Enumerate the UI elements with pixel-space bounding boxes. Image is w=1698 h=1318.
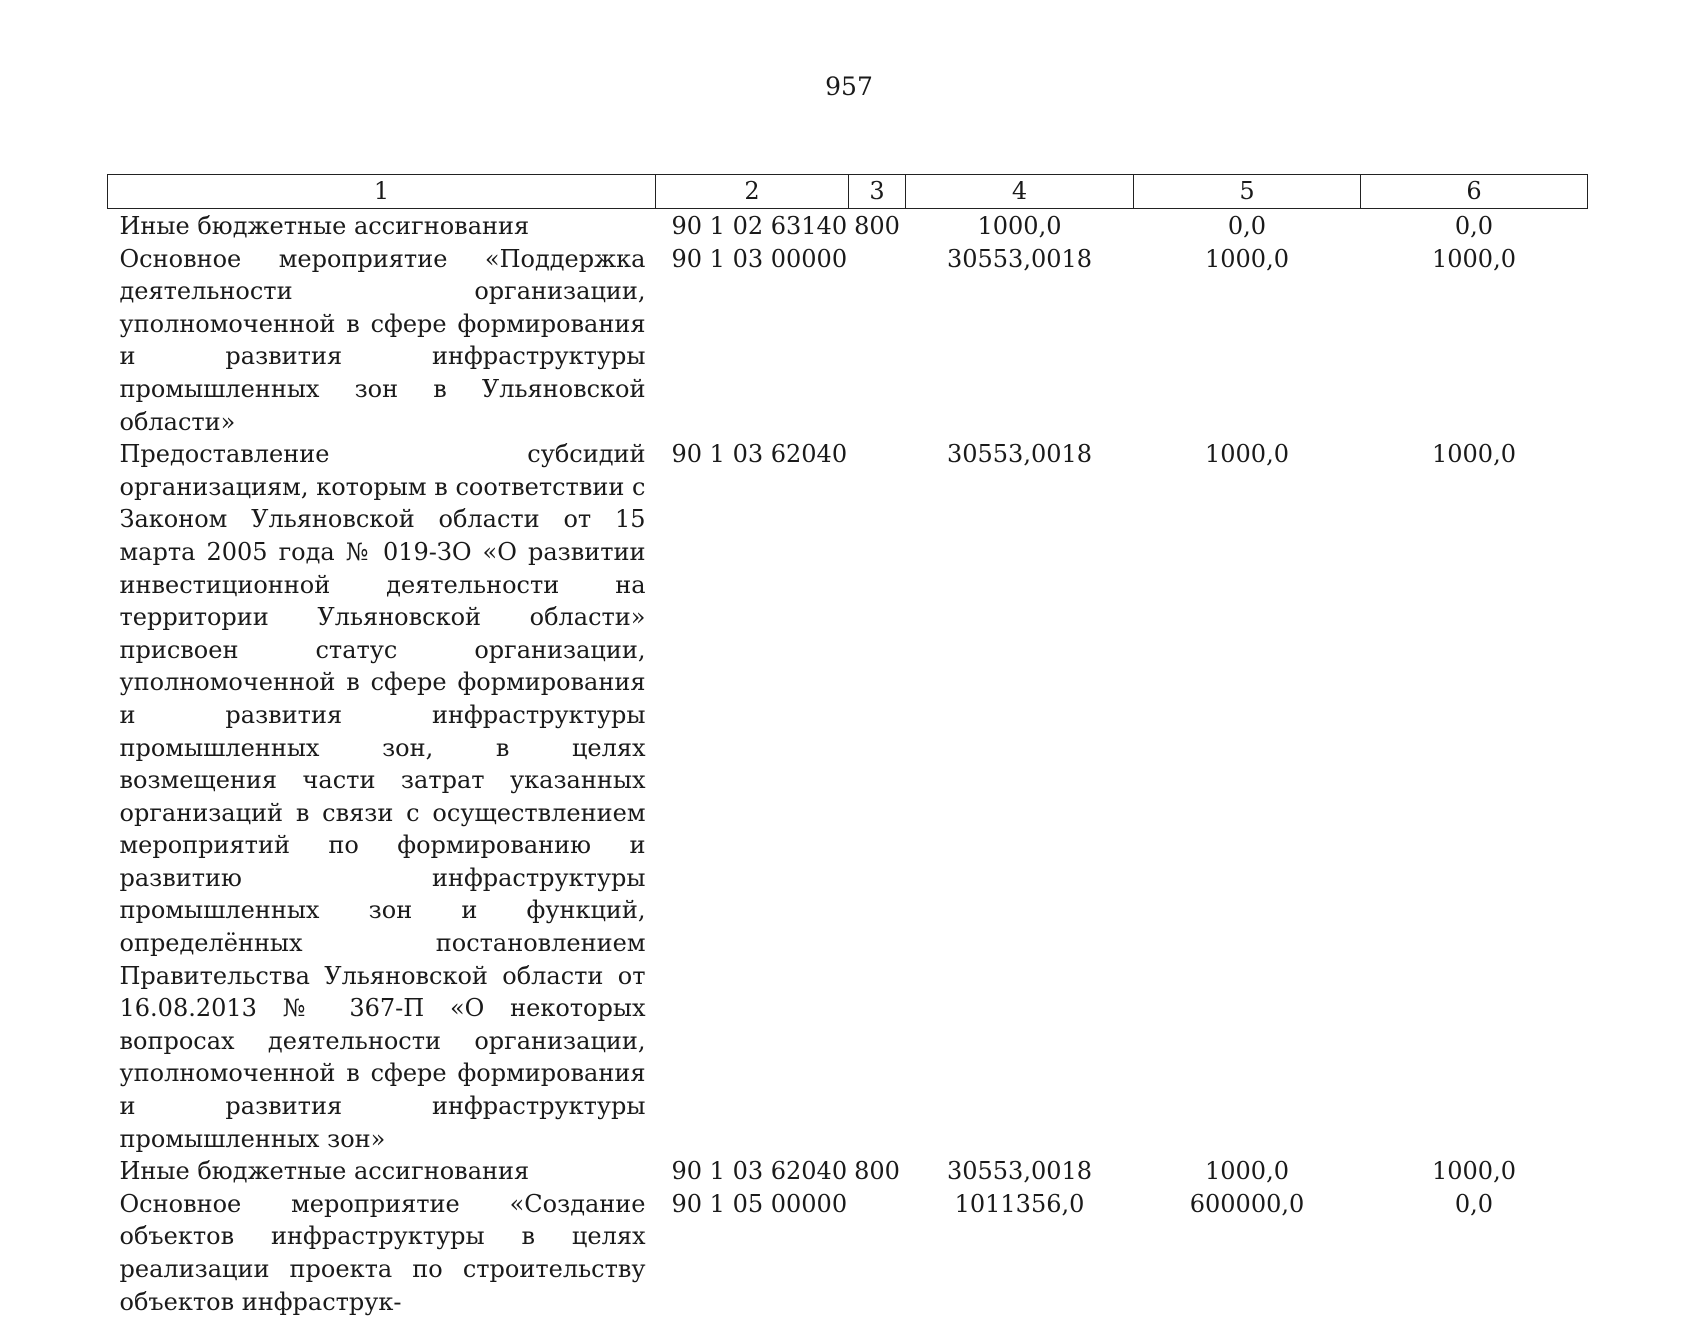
row-type <box>849 438 906 1155</box>
table-row <box>108 438 1588 1155</box>
row-value-6: 1000,0 <box>1432 440 1516 469</box>
row-type: 800 <box>854 1157 900 1186</box>
row-value-5: 1000,0 <box>1205 440 1289 469</box>
row-name: Иные бюджетные ассигнования <box>119 212 530 240</box>
row-code: 90 1 02 63140 <box>671 212 848 240</box>
row-code: 90 1 05 00000 <box>671 1189 848 1218</box>
column-header-4: 4 <box>906 175 1134 209</box>
row-type <box>849 1188 906 1318</box>
row-type <box>849 243 906 439</box>
row-name: Предоставление субсидий организациям, которым в соответствии с Законом Ульяновской области от 15 марта 2005 года № 019-ЗО «О развитии инвестиционной деятельности на территории Ульяновской области» присвоен статус организации, уполномоченной в сфере формирования и развития инфраструктуры промышленных зон, в целях возмещения части затрат указанных организаций в связи с осуществлением мероприятий по формированию и развитию инфраструктуры промышленных зон и функций, определённых постановлением Правительства Ульяновской области от 16.08.2013 № 367-П «О некоторых вопросах деятельности организации, уполномоченной в сфере формирования и развития инфраструктуры промышленных зон» <box>119 440 646 1153</box>
table-row <box>108 209 1588 243</box>
column-header-3: 3 <box>849 175 906 209</box>
row-value-6: 0,0 <box>1454 212 1494 240</box>
row-value-5: 1000,0 <box>1205 244 1289 273</box>
row-code: 90 1 03 62040 <box>671 440 848 469</box>
row-value-4: 30553,0018 <box>946 1157 1093 1186</box>
row-value-4: 1011356,0 <box>954 1189 1085 1218</box>
table-row <box>108 243 1588 439</box>
row-value-6: 1000,0 <box>1432 244 1516 273</box>
row-value-4: 30553,0018 <box>946 440 1093 469</box>
row-value-5: 1000,0 <box>1205 1157 1289 1186</box>
column-header-1: 1 <box>108 175 656 209</box>
row-type: 800 <box>854 212 900 240</box>
column-header-6: 6 <box>1361 175 1588 209</box>
row-value-4: 30553,0018 <box>946 244 1093 273</box>
table-row <box>108 1188 1588 1318</box>
page-number: 957 <box>825 72 873 101</box>
row-code: 90 1 03 62040 <box>671 1157 848 1186</box>
budget-table <box>107 174 1588 1318</box>
row-value-6: 0,0 <box>1454 1189 1494 1218</box>
row-code: 90 1 03 00000 <box>671 244 848 273</box>
table-row <box>108 1155 1588 1188</box>
row-value-5: 600000,0 <box>1189 1189 1305 1218</box>
row-name: Иные бюджетные ассигнования <box>119 1157 530 1186</box>
column-header-2: 2 <box>656 175 849 209</box>
row-value-4: 1000,0 <box>977 212 1062 240</box>
row-value-5: 0,0 <box>1227 212 1267 240</box>
column-header-5: 5 <box>1134 175 1361 209</box>
row-name: Основное мероприятие «Поддержка деятельности организации, уполномоченной в сфере формирования и развития инфраструктуры промышленных зон в Ульяновской области» <box>119 244 646 436</box>
table-header-row <box>108 175 1588 209</box>
row-value-6: 1000,0 <box>1432 1157 1516 1186</box>
row-name: Основное мероприятие «Создание объектов инфраструктуры в целях реализации проекта по строительству объектов инфраструк- <box>119 1189 646 1316</box>
